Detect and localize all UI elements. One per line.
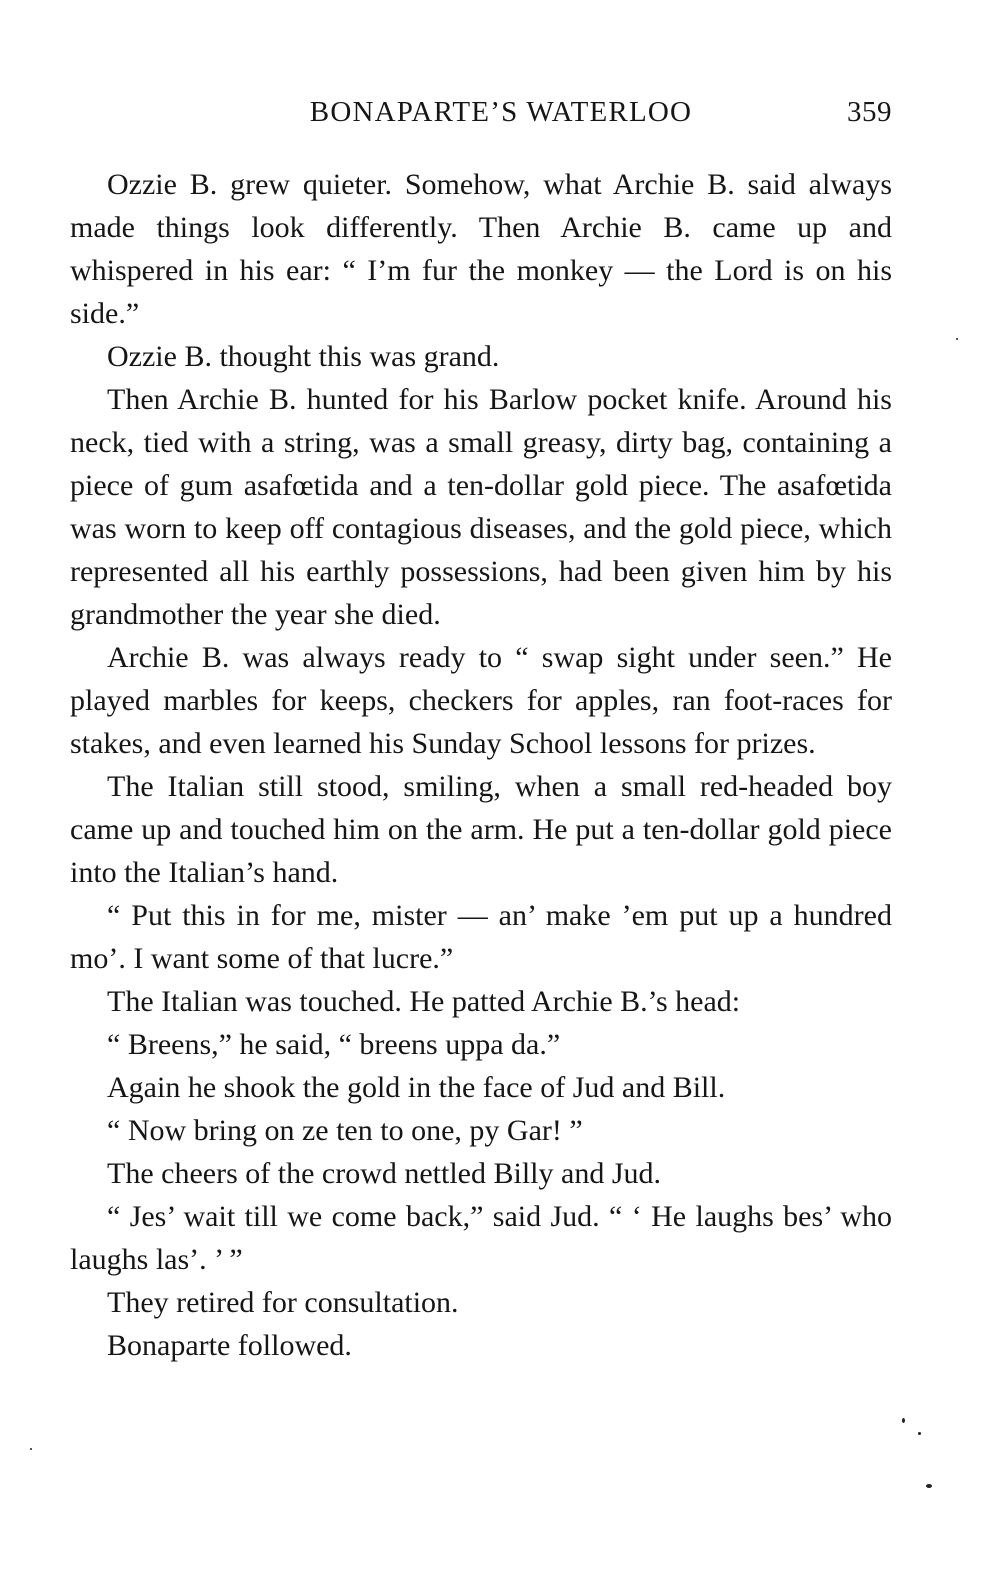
paragraph: Again he shook the gold in the face of Jud and Bill.	[107, 1071, 726, 1104]
paragraph: The cheers of the crowd nettled Billy and Jud.	[107, 1157, 662, 1190]
paragraph: Ozzie B. thought this was grand.	[107, 340, 500, 373]
scan-speck	[926, 1484, 932, 1488]
paragraph: They retired for consultation.	[107, 1286, 459, 1319]
paragraph: Bonaparte followed.	[107, 1329, 352, 1362]
paragraph: The Italian still stood, smiling, when a small red-headed boy came up and touched him on the arm. He put a ten-dollar gold piece into the Italian’s hand.	[70, 770, 892, 889]
paragraph: Ozzie B. grew quieter. Somehow, what Archie B. said always made things look differently. Then Archie B. came up and whispered in his ear: “ I’m fur the monkey — the Lord is on his side.”	[70, 168, 892, 330]
paragraph: “ Now bring on ze ten to one, py Gar! ”	[107, 1114, 583, 1147]
scan-speck	[902, 1418, 905, 1423]
running-title: BONAPARTE’S WATERLOO	[309, 96, 693, 128]
paragraph: The Italian was touched. He patted Archie B.’s head:	[107, 985, 741, 1018]
scan-speck	[956, 338, 958, 340]
scan-speck	[30, 1448, 32, 1450]
page-number: 359	[847, 96, 892, 128]
paragraph: “ Put this in for me, mister — an’ make ’em put up a hundred mo’. I want some of that lucre.”	[70, 899, 892, 975]
paragraph: “ Jes’ wait till we come back,” said Jud. “ ‘ He laughs bes’ who laughs las’. ’ ”	[70, 1200, 892, 1276]
paragraph: “ Breens,” he said, “ breens uppa da.”	[107, 1028, 561, 1061]
scan-speck	[918, 1432, 921, 1435]
running-head	[70, 96, 892, 146]
body-text	[70, 163, 892, 1367]
paragraph: Archie B. was always ready to “ swap sight under seen.” He played marbles for keeps, checkers for apples, ran foot-races for stakes, and even learned his Sunday School lessons for prizes.	[70, 641, 892, 760]
paragraph: Then Archie B. hunted for his Barlow pocket knife. Around his neck, tied with a string, was a small greasy, dirty bag, containing a piece of gum asafœtida and a ten-dollar gold piece. The asafœtida was worn to keep off contagious diseases, and the gold piece, which represented all his earthly possessions, had been given him by his grandmother the year she died.	[70, 383, 892, 631]
